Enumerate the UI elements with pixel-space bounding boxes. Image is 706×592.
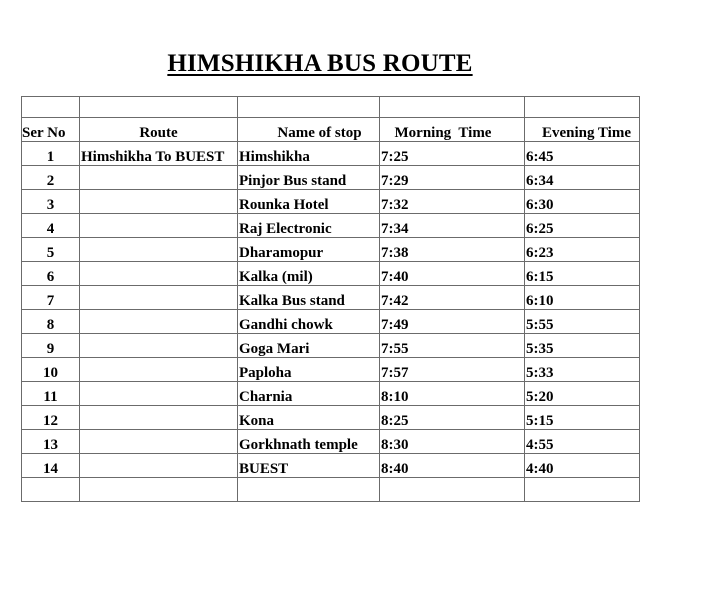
cell-evening-time: 4:55 [525,430,640,454]
table-top-border-row [22,97,640,118]
cell-morning-time: 7:34 [380,214,525,238]
table-header-row [22,118,640,142]
cell-route [80,334,238,358]
cell-ser-no: 12 [22,406,80,430]
cell-morning-time: 7:25 [380,142,525,166]
cell-route [80,430,238,454]
cell-route [80,190,238,214]
table-row [22,406,640,430]
page-title: HIMSHIKHA BUS ROUTE [167,50,473,77]
cell-evening-time: 6:30 [525,190,640,214]
table-row [22,310,640,334]
cell-route [80,310,238,334]
cell-ser-no: 8 [22,310,80,334]
cell-route [80,358,238,382]
cell-stop-name: Kalka (mil) [238,262,380,286]
cell-stop-name: Kalka Bus stand [238,286,380,310]
table-row [22,166,640,190]
cell-route [80,286,238,310]
empty-cell [525,478,640,502]
table-empty-row [22,478,640,502]
bus-route-table [21,96,640,502]
cell-ser-no: 2 [22,166,80,190]
cell-route [80,166,238,190]
cell-ser-no: 10 [22,358,80,382]
table-row [22,142,640,166]
header-morning-time: Morning Time [380,118,525,142]
empty-cell [380,478,525,502]
cell-morning-time: 7:38 [380,238,525,262]
header-route: Route [80,118,238,142]
empty-cell [238,478,380,502]
table-row [22,358,640,382]
cell-route [80,454,238,478]
cell-morning-time: 8:25 [380,406,525,430]
cell-evening-time: 5:20 [525,382,640,406]
cell-stop-name: Goga Mari [238,334,380,358]
cell-route [80,214,238,238]
cell-evening-time: 6:45 [525,142,640,166]
empty-cell [22,478,80,502]
cell-route [80,382,238,406]
cell-route: Himshikha To BUEST [80,142,238,166]
cell-morning-time: 7:57 [380,358,525,382]
cell-ser-no: 14 [22,454,80,478]
cell-stop-name: Rounka Hotel [238,190,380,214]
cell-stop-name: Pinjor Bus stand [238,166,380,190]
cell-ser-no: 6 [22,262,80,286]
cell-morning-time: 7:49 [380,310,525,334]
header-evening-time: Evening Time [525,118,640,142]
cell-ser-no: 7 [22,286,80,310]
cell-stop-name: Gandhi chowk [238,310,380,334]
cell-evening-time: 6:25 [525,214,640,238]
cell-stop-name: Charnia [238,382,380,406]
cell-stop-name: Himshikha [238,142,380,166]
table-row [22,382,640,406]
cell-morning-time: 7:32 [380,190,525,214]
table-row [22,190,640,214]
header-name-of-stop: Name of stop [238,118,380,142]
table-row [22,334,640,358]
cell-ser-no: 4 [22,214,80,238]
header-ser-no: Ser No [22,118,80,142]
table-row [22,262,640,286]
cell-ser-no: 3 [22,190,80,214]
table-row [22,286,640,310]
table-row [22,430,640,454]
cell-stop-name: Gorkhnath temple [238,430,380,454]
empty-cell [80,478,238,502]
cell-ser-no: 1 [22,142,80,166]
table-row [22,214,640,238]
cell-ser-no: 9 [22,334,80,358]
cell-evening-time: 5:55 [525,310,640,334]
cell-morning-time: 7:55 [380,334,525,358]
cell-evening-time: 5:33 [525,358,640,382]
cell-ser-no: 13 [22,430,80,454]
cell-evening-time: 4:40 [525,454,640,478]
cell-morning-time: 8:40 [380,454,525,478]
cell-morning-time: 7:40 [380,262,525,286]
cell-evening-time: 5:35 [525,334,640,358]
cell-morning-time: 8:10 [380,382,525,406]
cell-route [80,262,238,286]
cell-evening-time: 6:10 [525,286,640,310]
cell-stop-name: BUEST [238,454,380,478]
cell-morning-time: 7:29 [380,166,525,190]
cell-stop-name: Raj Electronic [238,214,380,238]
cell-stop-name: Paploha [238,358,380,382]
cell-evening-time: 5:15 [525,406,640,430]
cell-route [80,238,238,262]
cell-morning-time: 8:30 [380,430,525,454]
cell-evening-time: 6:34 [525,166,640,190]
cell-ser-no: 5 [22,238,80,262]
cell-morning-time: 7:42 [380,286,525,310]
cell-stop-name: Dharamopur [238,238,380,262]
cell-route [80,406,238,430]
cell-ser-no: 11 [22,382,80,406]
table-row [22,238,640,262]
table-row [22,454,640,478]
cell-evening-time: 6:15 [525,262,640,286]
cell-stop-name: Kona [238,406,380,430]
cell-evening-time: 6:23 [525,238,640,262]
